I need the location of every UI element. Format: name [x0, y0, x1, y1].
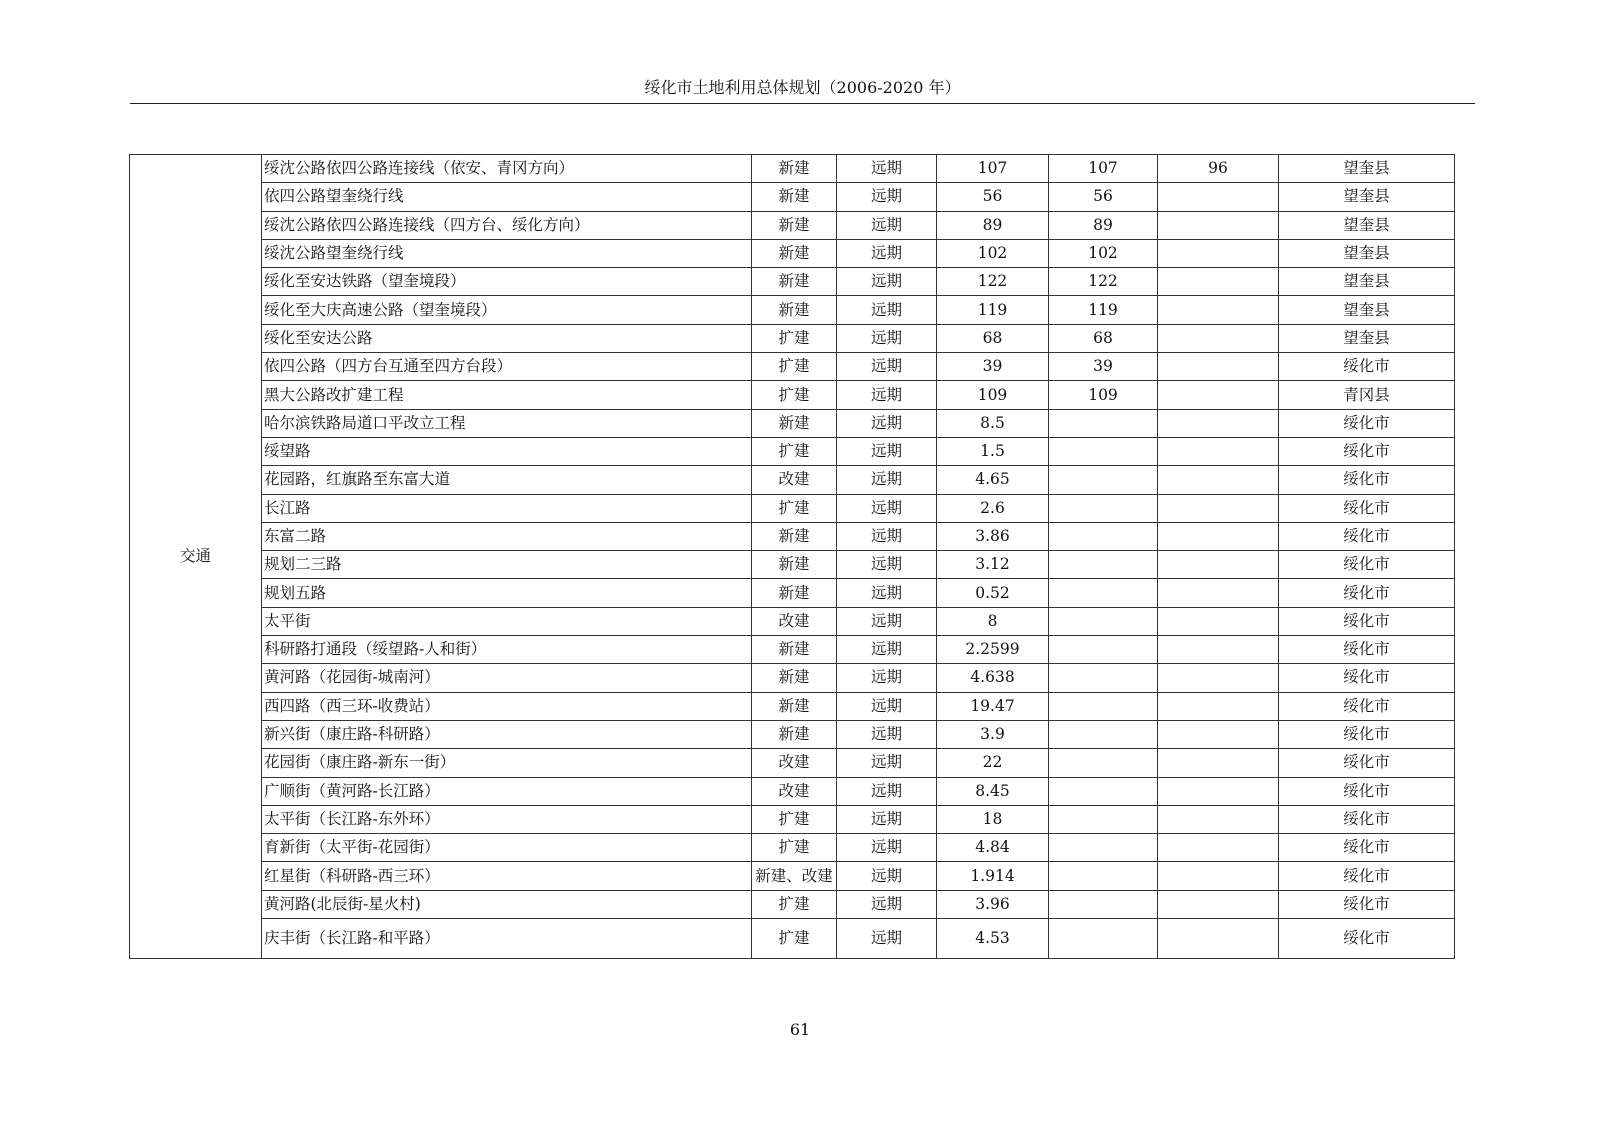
value-2-cell — [1049, 494, 1158, 522]
value-2-cell — [1049, 777, 1158, 805]
value-3-cell — [1158, 324, 1279, 352]
project-name-cell: 绥化至大庆高速公路（望奎境段） — [262, 296, 752, 324]
location-cell: 绥化市 — [1279, 466, 1455, 494]
location-cell: 望奎县 — [1279, 239, 1455, 267]
period-cell: 远期 — [837, 636, 937, 664]
construction-type-cell: 新建 — [752, 522, 837, 550]
project-name-cell: 绥沈公路依四公路连接线（依安、青冈方向） — [262, 155, 752, 183]
value-3-cell — [1158, 834, 1279, 862]
value-2-cell: 39 — [1049, 353, 1158, 381]
construction-type-cell: 扩建 — [752, 437, 837, 465]
period-cell: 远期 — [837, 409, 937, 437]
value-1-cell: 119 — [937, 296, 1049, 324]
value-2-cell — [1049, 522, 1158, 550]
construction-type-cell: 改建 — [752, 749, 837, 777]
value-1-cell: 1.5 — [937, 437, 1049, 465]
project-name-cell: 黄河路（花园街-城南河） — [262, 664, 752, 692]
table-row — [130, 211, 1455, 239]
period-cell: 远期 — [837, 805, 937, 833]
period-cell: 远期 — [837, 381, 937, 409]
table-row — [130, 239, 1455, 267]
location-cell: 绥化市 — [1279, 919, 1455, 959]
project-name-cell: 广顺街（黄河路-长江路） — [262, 777, 752, 805]
construction-type-cell: 扩建 — [752, 381, 837, 409]
value-3-cell: 96 — [1158, 155, 1279, 183]
value-2-cell: 122 — [1049, 268, 1158, 296]
value-3-cell — [1158, 239, 1279, 267]
period-cell: 远期 — [837, 296, 937, 324]
project-name-cell: 绥化至安达公路 — [262, 324, 752, 352]
value-3-cell — [1158, 862, 1279, 890]
value-2-cell — [1049, 664, 1158, 692]
header-rule — [130, 103, 1475, 104]
value-3-cell — [1158, 353, 1279, 381]
value-2-cell: 109 — [1049, 381, 1158, 409]
value-1-cell: 56 — [937, 183, 1049, 211]
location-cell: 绥化市 — [1279, 579, 1455, 607]
table-row — [130, 409, 1455, 437]
value-2-cell: 89 — [1049, 211, 1158, 239]
table-row — [130, 607, 1455, 635]
construction-type-cell: 扩建 — [752, 805, 837, 833]
value-1-cell: 22 — [937, 749, 1049, 777]
construction-type-cell: 新建 — [752, 664, 837, 692]
location-cell: 青冈县 — [1279, 381, 1455, 409]
value-3-cell — [1158, 777, 1279, 805]
value-2-cell: 107 — [1049, 155, 1158, 183]
construction-type-cell: 扩建 — [752, 353, 837, 381]
value-3-cell — [1158, 183, 1279, 211]
value-1-cell: 122 — [937, 268, 1049, 296]
value-3-cell — [1158, 805, 1279, 833]
value-1-cell: 3.86 — [937, 522, 1049, 550]
period-cell: 远期 — [837, 268, 937, 296]
value-2-cell — [1049, 890, 1158, 918]
location-cell: 绥化市 — [1279, 353, 1455, 381]
project-name-cell: 黄河路(北辰街-星火村) — [262, 890, 752, 918]
value-1-cell: 8.5 — [937, 409, 1049, 437]
value-2-cell — [1049, 692, 1158, 720]
location-cell: 望奎县 — [1279, 268, 1455, 296]
value-3-cell — [1158, 409, 1279, 437]
value-3-cell — [1158, 749, 1279, 777]
value-2-cell — [1049, 579, 1158, 607]
table-row — [130, 437, 1455, 465]
value-3-cell — [1158, 268, 1279, 296]
construction-type-cell: 扩建 — [752, 890, 837, 918]
period-cell: 远期 — [837, 551, 937, 579]
period-cell: 远期 — [837, 834, 937, 862]
construction-type-cell: 新建、改建 — [752, 862, 837, 890]
value-2-cell — [1049, 466, 1158, 494]
table-row — [130, 296, 1455, 324]
table-row — [130, 834, 1455, 862]
value-1-cell: 102 — [937, 239, 1049, 267]
project-name-cell: 太平街 — [262, 607, 752, 635]
period-cell: 远期 — [837, 919, 937, 959]
table-row — [130, 155, 1455, 183]
construction-type-cell: 新建 — [752, 296, 837, 324]
value-3-cell — [1158, 494, 1279, 522]
project-name-cell: 哈尔滨铁路局道口平改立工程 — [262, 409, 752, 437]
project-name-cell: 绥化至安达铁路（望奎境段） — [262, 268, 752, 296]
project-name-cell: 花园路，红旗路至东富大道 — [262, 466, 752, 494]
location-cell: 绥化市 — [1279, 890, 1455, 918]
construction-type-cell: 新建 — [752, 409, 837, 437]
construction-type-cell: 扩建 — [752, 834, 837, 862]
project-name-cell: 育新街（太平街-花园街） — [262, 834, 752, 862]
project-name-cell: 依四公路（四方台互通至四方台段） — [262, 353, 752, 381]
table-row — [130, 890, 1455, 918]
location-cell: 绥化市 — [1279, 834, 1455, 862]
period-cell: 远期 — [837, 692, 937, 720]
period-cell: 远期 — [837, 494, 937, 522]
construction-type-cell: 新建 — [752, 692, 837, 720]
value-1-cell: 0.52 — [937, 579, 1049, 607]
location-cell: 绥化市 — [1279, 522, 1455, 550]
value-3-cell — [1158, 579, 1279, 607]
value-2-cell — [1049, 720, 1158, 748]
construction-type-cell: 新建 — [752, 636, 837, 664]
project-table — [129, 154, 1455, 959]
project-name-cell: 规划五路 — [262, 579, 752, 607]
table-row — [130, 919, 1455, 959]
value-1-cell: 2.6 — [937, 494, 1049, 522]
value-3-cell — [1158, 296, 1279, 324]
value-1-cell: 18 — [937, 805, 1049, 833]
value-1-cell: 4.53 — [937, 919, 1049, 959]
category-cell: 交通 — [130, 155, 262, 959]
period-cell: 远期 — [837, 664, 937, 692]
location-cell: 绥化市 — [1279, 805, 1455, 833]
value-1-cell: 8.45 — [937, 777, 1049, 805]
location-cell: 绥化市 — [1279, 720, 1455, 748]
value-3-cell — [1158, 607, 1279, 635]
value-1-cell: 1.914 — [937, 862, 1049, 890]
value-2-cell: 119 — [1049, 296, 1158, 324]
construction-type-cell: 扩建 — [752, 324, 837, 352]
construction-type-cell: 改建 — [752, 607, 837, 635]
table-row — [130, 692, 1455, 720]
location-cell: 绥化市 — [1279, 409, 1455, 437]
construction-type-cell: 新建 — [752, 211, 837, 239]
table-row — [130, 636, 1455, 664]
project-name-cell: 绥望路 — [262, 437, 752, 465]
project-name-cell: 长江路 — [262, 494, 752, 522]
project-name-cell: 庆丰街（长江路-和平路） — [262, 919, 752, 959]
table-row — [130, 522, 1455, 550]
period-cell: 远期 — [837, 239, 937, 267]
location-cell: 绥化市 — [1279, 494, 1455, 522]
table-row — [130, 805, 1455, 833]
project-name-cell: 绥沈公路望奎绕行线 — [262, 239, 752, 267]
period-cell: 远期 — [837, 353, 937, 381]
period-cell: 远期 — [837, 324, 937, 352]
table-row — [130, 551, 1455, 579]
location-cell: 绥化市 — [1279, 862, 1455, 890]
value-1-cell: 4.84 — [937, 834, 1049, 862]
table-row — [130, 777, 1455, 805]
location-cell: 望奎县 — [1279, 296, 1455, 324]
location-cell: 望奎县 — [1279, 324, 1455, 352]
project-name-cell: 红星街（科研路-西三环） — [262, 862, 752, 890]
value-3-cell — [1158, 381, 1279, 409]
table-row — [130, 268, 1455, 296]
construction-type-cell: 新建 — [752, 720, 837, 748]
value-1-cell: 109 — [937, 381, 1049, 409]
value-1-cell: 68 — [937, 324, 1049, 352]
period-cell: 远期 — [837, 777, 937, 805]
period-cell: 远期 — [837, 890, 937, 918]
project-name-cell: 东富二路 — [262, 522, 752, 550]
value-3-cell — [1158, 522, 1279, 550]
project-name-cell: 科研路打通段（绥望路-人和街） — [262, 636, 752, 664]
value-2-cell — [1049, 636, 1158, 664]
table-row — [130, 664, 1455, 692]
table-row — [130, 579, 1455, 607]
value-3-cell — [1158, 664, 1279, 692]
construction-type-cell: 扩建 — [752, 494, 837, 522]
page-header-title: 绥化市土地利用总体规划（2006-2020 年） — [644, 78, 961, 97]
value-3-cell — [1158, 636, 1279, 664]
period-cell: 远期 — [837, 607, 937, 635]
value-2-cell — [1049, 805, 1158, 833]
value-2-cell — [1049, 409, 1158, 437]
construction-type-cell: 改建 — [752, 466, 837, 494]
value-3-cell — [1158, 466, 1279, 494]
construction-type-cell: 新建 — [752, 579, 837, 607]
value-2-cell — [1049, 834, 1158, 862]
location-cell: 望奎县 — [1279, 183, 1455, 211]
period-cell: 远期 — [837, 720, 937, 748]
value-1-cell: 19.47 — [937, 692, 1049, 720]
value-1-cell: 4.638 — [937, 664, 1049, 692]
table-row — [130, 183, 1455, 211]
value-3-cell — [1158, 720, 1279, 748]
location-cell: 望奎县 — [1279, 211, 1455, 239]
value-3-cell — [1158, 211, 1279, 239]
period-cell: 远期 — [837, 437, 937, 465]
value-2-cell: 102 — [1049, 239, 1158, 267]
table-body — [130, 155, 1455, 959]
value-1-cell: 2.2599 — [937, 636, 1049, 664]
project-name-cell: 新兴街（康庄路-科研路） — [262, 720, 752, 748]
table-row — [130, 381, 1455, 409]
page-number: 61 — [789, 1020, 811, 1039]
project-name-cell: 花园街（康庄路-新东一街） — [262, 749, 752, 777]
location-cell: 绥化市 — [1279, 664, 1455, 692]
value-2-cell: 56 — [1049, 183, 1158, 211]
location-cell: 绥化市 — [1279, 777, 1455, 805]
table-row — [130, 324, 1455, 352]
table-row — [130, 466, 1455, 494]
value-2-cell — [1049, 862, 1158, 890]
table-row — [130, 353, 1455, 381]
period-cell: 远期 — [837, 862, 937, 890]
project-name-cell: 依四公路望奎绕行线 — [262, 183, 752, 211]
value-1-cell: 8 — [937, 607, 1049, 635]
location-cell: 绥化市 — [1279, 749, 1455, 777]
value-1-cell: 39 — [937, 353, 1049, 381]
period-cell: 远期 — [837, 579, 937, 607]
construction-type-cell: 新建 — [752, 268, 837, 296]
construction-type-cell: 改建 — [752, 777, 837, 805]
value-1-cell: 4.65 — [937, 466, 1049, 494]
location-cell: 绥化市 — [1279, 692, 1455, 720]
value-2-cell — [1049, 551, 1158, 579]
value-3-cell — [1158, 551, 1279, 579]
value-3-cell — [1158, 890, 1279, 918]
location-cell: 绥化市 — [1279, 551, 1455, 579]
period-cell: 远期 — [837, 522, 937, 550]
period-cell: 远期 — [837, 211, 937, 239]
value-3-cell — [1158, 692, 1279, 720]
construction-type-cell: 新建 — [752, 183, 837, 211]
location-cell: 绥化市 — [1279, 636, 1455, 664]
construction-type-cell: 新建 — [752, 551, 837, 579]
value-1-cell: 107 — [937, 155, 1049, 183]
value-2-cell — [1049, 749, 1158, 777]
value-1-cell: 89 — [937, 211, 1049, 239]
construction-type-cell: 新建 — [752, 155, 837, 183]
project-name-cell: 西四路（西三环-收费站） — [262, 692, 752, 720]
location-cell: 绥化市 — [1279, 607, 1455, 635]
period-cell: 远期 — [837, 183, 937, 211]
table-row — [130, 720, 1455, 748]
value-1-cell: 3.96 — [937, 890, 1049, 918]
value-2-cell — [1049, 437, 1158, 465]
location-cell: 绥化市 — [1279, 437, 1455, 465]
table-row — [130, 749, 1455, 777]
value-3-cell — [1158, 437, 1279, 465]
project-name-cell: 绥沈公路依四公路连接线（四方台、绥化方向） — [262, 211, 752, 239]
project-name-cell: 太平街（长江路-东外环） — [262, 805, 752, 833]
location-cell: 望奎县 — [1279, 155, 1455, 183]
value-2-cell: 68 — [1049, 324, 1158, 352]
period-cell: 远期 — [837, 466, 937, 494]
value-2-cell — [1049, 919, 1158, 959]
value-1-cell: 3.12 — [937, 551, 1049, 579]
period-cell: 远期 — [837, 155, 937, 183]
table-row — [130, 862, 1455, 890]
project-name-cell: 规划二三路 — [262, 551, 752, 579]
construction-type-cell: 新建 — [752, 239, 837, 267]
value-1-cell: 3.9 — [937, 720, 1049, 748]
period-cell: 远期 — [837, 749, 937, 777]
table-row — [130, 494, 1455, 522]
project-name-cell: 黑大公路改扩建工程 — [262, 381, 752, 409]
value-2-cell — [1049, 607, 1158, 635]
construction-type-cell: 扩建 — [752, 919, 837, 959]
value-3-cell — [1158, 919, 1279, 959]
